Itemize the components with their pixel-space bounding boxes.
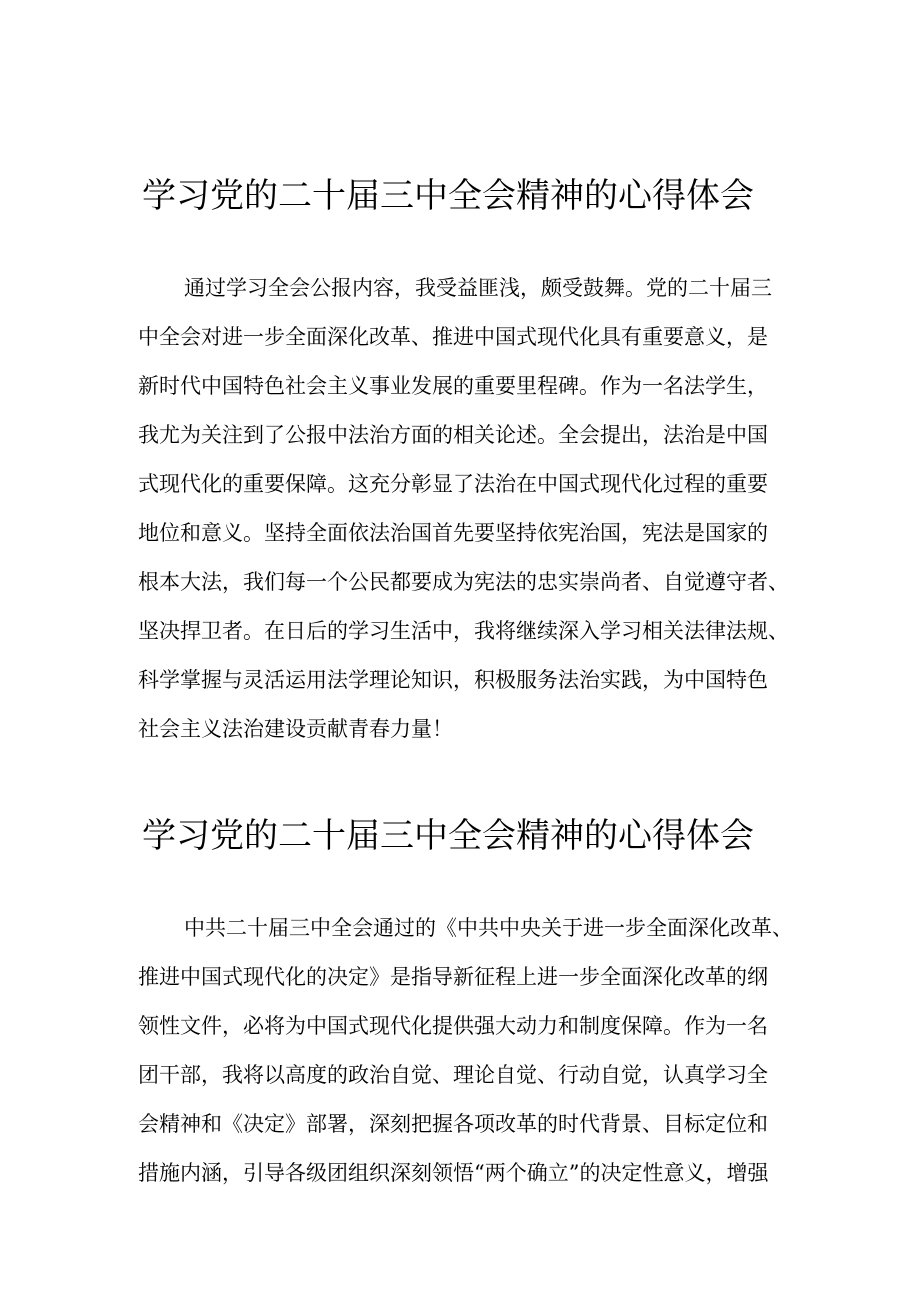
paragraph-line: 新时代中国特色社会主义事业发展的重要里程碑。作为一名法学生，	[138, 374, 768, 398]
paragraph-line: 社会主义法治建设贡献青春力量！	[138, 717, 453, 741]
section-2-title: 学习党的二十届三中全会精神的心得体会	[142, 816, 754, 856]
paragraph-line: 中全会对进一步全面深化改革、推进中国式现代化具有重要意义，是	[138, 325, 768, 349]
paragraph-line: 会精神和《决定》部署，深刻把握各项改革的时代背景、目标定位和	[138, 1112, 768, 1136]
paragraph-line: 团干部，我将以高度的政治自觉、理论自觉、行动自觉，认真学习全	[138, 1063, 768, 1087]
paragraph-line: 中共二十届三中全会通过的《中共中央关于进一步全面深化改革、	[184, 916, 793, 940]
paragraph-line: 科学掌握与灵活运用法学理论知识，积极服务法治实践，为中国特色	[138, 668, 768, 692]
paragraph-line: 坚决捍卫者。在日后的学习生活中，我将继续深入学习相关法律法规、	[138, 619, 789, 643]
paragraph-line: 推进中国式现代化的决定》是指导新征程上进一步全面深化改革的纲	[138, 965, 768, 989]
paragraph-line: 我尤为关注到了公报中法治方面的相关论述。全会提出，法治是中国	[138, 423, 768, 447]
paragraph-line: 式现代化的重要保障。这充分彰显了法治在中国式现代化过程的重要	[138, 472, 768, 496]
paragraph-line: 地位和意义。坚持全面依法治国首先要坚持依宪治国，宪法是国家的	[138, 521, 768, 545]
section-1-title: 学习党的二十届三中全会精神的心得体会	[142, 176, 754, 216]
section-2-paragraph	[138, 904, 793, 1198]
section-1-paragraph	[138, 264, 789, 754]
paragraph-line: 领性文件，必将为中国式现代化提供强大动力和制度保障。作为一名	[138, 1014, 768, 1038]
paragraph-line: 措施内涵，引导各级团组织深刻领悟“两个确立”的决定性意义，增强	[138, 1161, 769, 1185]
paragraph-line: 根本大法，我们每一个公民都要成为宪法的忠实崇尚者、自觉遵守者、	[138, 570, 789, 594]
paragraph-line: 通过学习全会公报内容，我受益匪浅，颇受鼓舞。党的二十届三	[184, 276, 772, 300]
